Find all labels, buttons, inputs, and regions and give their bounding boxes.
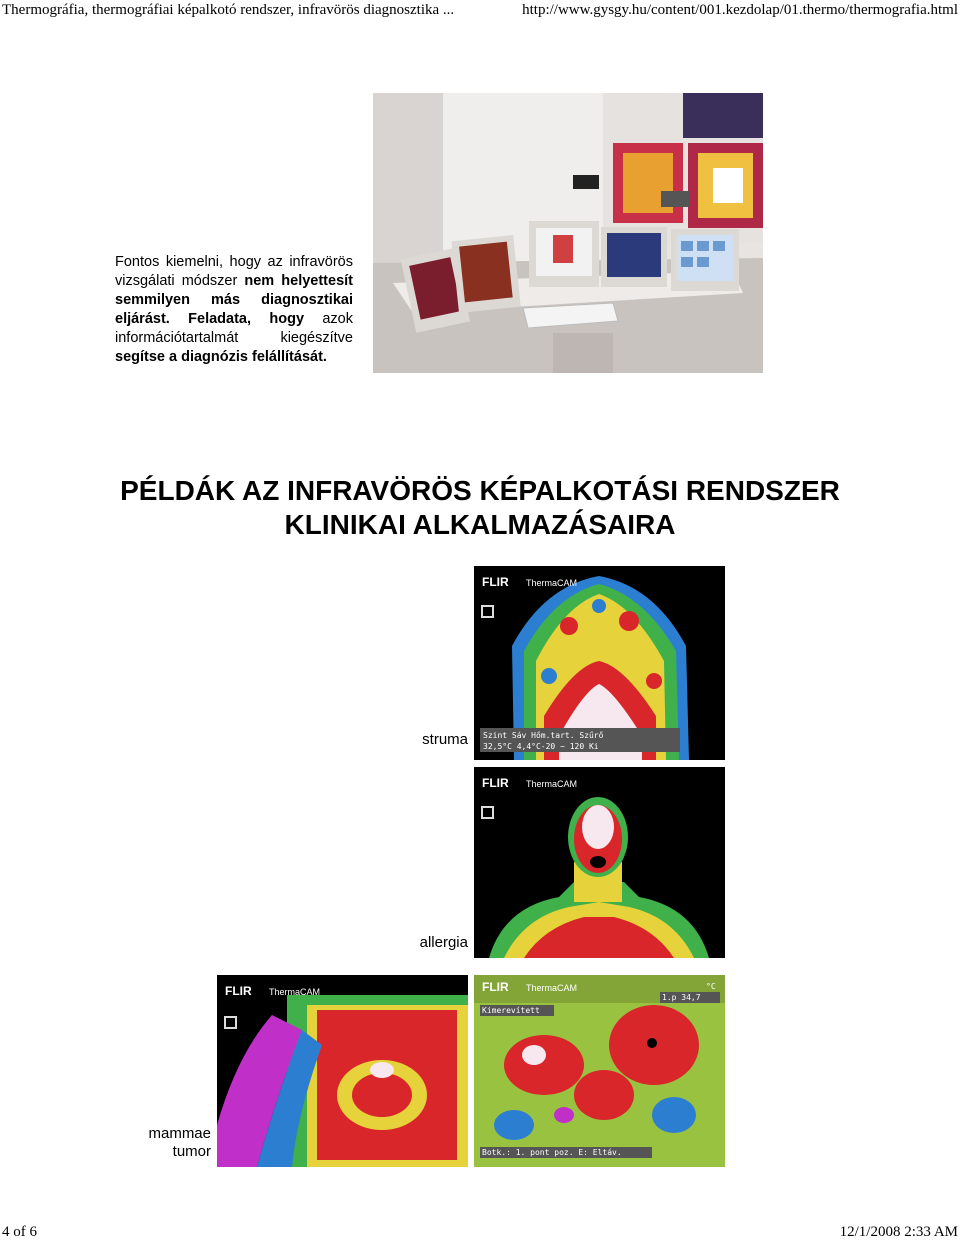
point-readout: 1.p 34,7: [662, 993, 701, 1002]
flir-logo: FLIR: [482, 575, 509, 589]
thermacam-label: ThermaCAM: [526, 578, 578, 588]
temperature-unit: °C: [706, 982, 716, 991]
caption-allergia: allergia: [419, 934, 468, 951]
intro-paragraph: Fontos kiemelni, hogy az infravörös vizsgálati módszer nem helyettesít semmilyen más diagnosztikai eljárást. Feladata, hogy azok információtartalmát kiegészítve segítse a diagnózis felállítását.: [115, 254, 353, 365]
footer-page-number: 4 of 6: [2, 1224, 37, 1240]
flir-logo: FLIR: [482, 980, 509, 994]
struma-readout-row2: 32,5°C 4,4°C-20 ~ 120 Ki: [483, 742, 599, 751]
page-header-title: Thermográfia, thermográfiai képalkotó rendszer, infravörös diagnosztika ...: [2, 2, 455, 18]
caption-struma: struma: [422, 731, 468, 748]
thermogram-mammae-tumor: [217, 975, 468, 1167]
thermacam-label: ThermaCAM: [526, 983, 578, 993]
section-heading: [0, 474, 960, 542]
flir-logo: FLIR: [482, 776, 509, 790]
thermogram-struma: [474, 566, 725, 760]
caption-mammae-tumor: mammae tumor: [148, 1125, 211, 1160]
page-header-url[interactable]: http://www.gysgy.hu/content/001.kezdolap/01.thermo/thermografia.html: [522, 2, 958, 18]
struma-readout-row1: Szint Sáv Hőm.tart. Szűrő: [483, 731, 604, 740]
workstation-photo: [373, 93, 763, 373]
thermacam-label: ThermaCAM: [269, 987, 321, 997]
footer-datetime: 12/1/2008 2:33 AM: [839, 1224, 958, 1240]
frozen-label: Kimerevített: [482, 1006, 540, 1015]
status-bar-text: Botk.: 1. pont poz. E: Eltáv.: [482, 1148, 622, 1157]
flir-logo: FLIR: [225, 984, 252, 998]
heading-line-2: KLINIKAI ALKALMAZÁSAIRA: [284, 509, 676, 540]
thermogram-tumor-detail: [474, 975, 725, 1167]
thermogram-allergia: [474, 767, 725, 958]
thermacam-label: ThermaCAM: [526, 779, 578, 789]
heading-line-1: PÉLDÁK AZ INFRAVÖRÖS KÉPALKOTÁSI RENDSZER: [120, 475, 840, 506]
